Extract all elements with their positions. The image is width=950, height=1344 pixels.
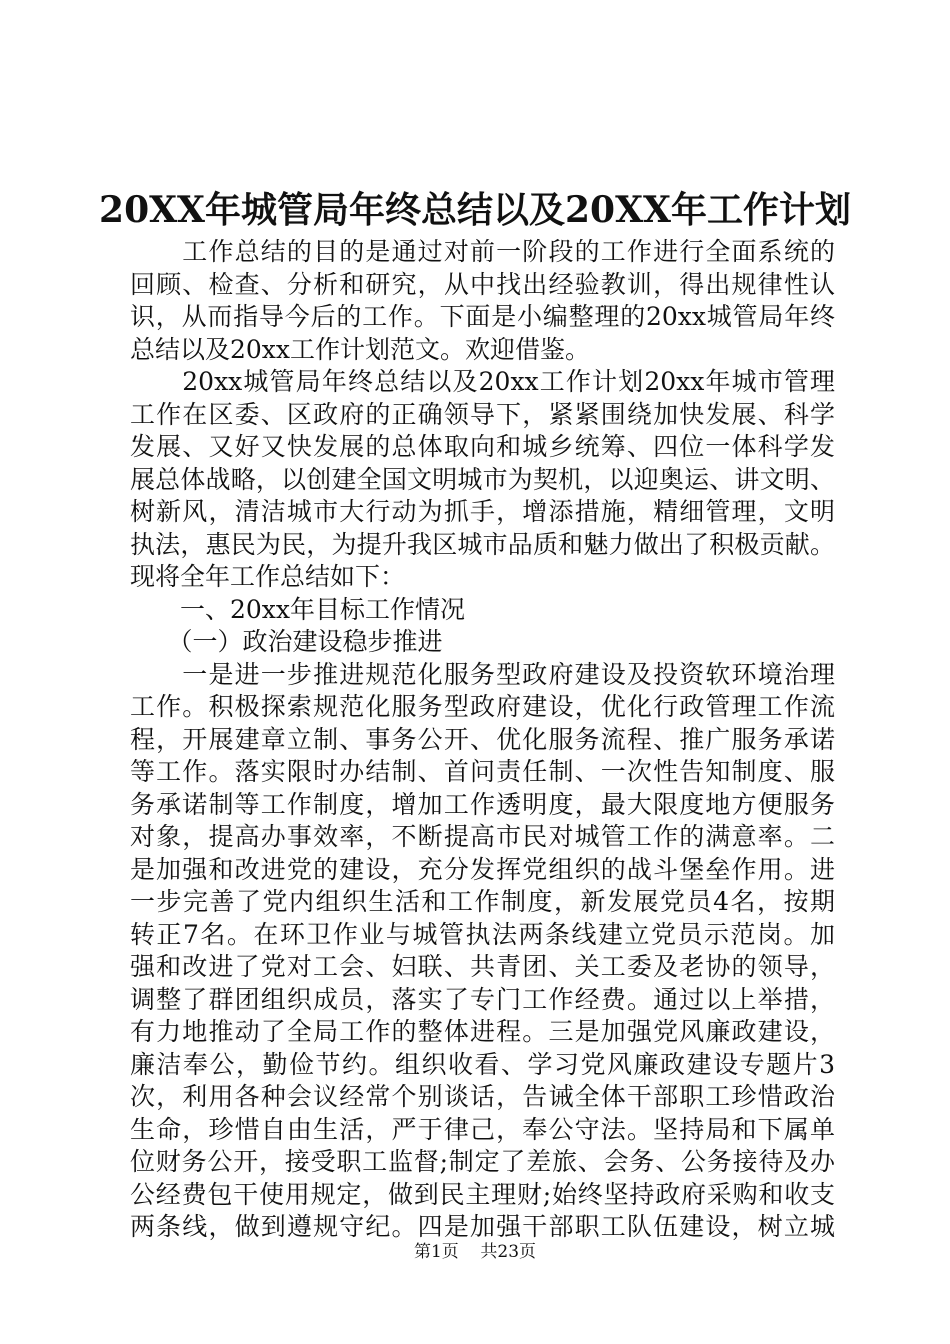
text-line: 20xx城管局年终总结以及20xx工作计划20xx年城市管理 (130, 367, 835, 396)
text-line: 程，开展建章立制、事务公开、优化服务流程、推广服务承诺 (130, 724, 835, 754)
text-line: 展总体战略，以创建全国文明城市为契机，以迎奥运、讲文明、 (130, 464, 835, 494)
text-line: 现将全年工作总结如下： (130, 562, 406, 591)
text-line: 生命，珍惜自由生活，严于律己，奉公守法。坚持局和下属单 (130, 1114, 835, 1144)
page-total: 共23页 (480, 1242, 537, 1262)
text-line: 识，从而指导今后的工作。下面是小编整理的20xx城管局年终 (130, 302, 835, 331)
text-line: 务承诺制等工作制度，增加工作透明度，最大限度地方便服务 (130, 789, 835, 819)
page-footer (0, 1240, 950, 1264)
text-line: 工作在区委、区政府的正确领导下，紧紧围绕加快发展、科学 (130, 399, 835, 429)
text-line: 一是进一步推进规范化服务型政府建设及投资软环境治理 (130, 659, 835, 689)
text-line: 工作总结的目的是通过对前一阶段的工作进行全面系统的 (130, 237, 835, 266)
text-line: 调整了群团组织成员，落实了专门工作经费。通过以上举措， (130, 984, 835, 1014)
text-line: 转正7名。在环卫作业与城管执法两条线建立党员示范岗。加 (130, 919, 835, 949)
text-line: （一）政治建设稳步推进 (130, 627, 443, 656)
text-line: 位财务公开，接受职工监督;制定了差旅、会务、公务接待及办 (130, 1147, 835, 1176)
document-body (130, 236, 835, 1244)
text-line: 回顾、检查、分析和研究，从中找出经验教训，得出规律性认 (130, 269, 835, 299)
text-line: 总结以及20xx工作计划范文。欢迎借鉴。 (130, 334, 591, 364)
text-line: 次，利用各种会议经常个别谈话，告诫全体干部职工珍惜政治 (130, 1082, 835, 1111)
text-line: 两条线，做到遵规守纪。四是加强干部职工队伍建设，树立城 (130, 1212, 835, 1241)
text-line: 一步完善了党内组织生活和工作制度，新发展党员4名，按期 (130, 887, 835, 916)
text-line: 公经费包干使用规定，做到民主理财;始终坚持政府采购和收支 (130, 1179, 835, 1209)
text-line: 廉洁奉公，勤俭节约。组织收看、学习党风廉政建设专题片3 (130, 1049, 835, 1079)
text-line: 是加强和改进党的建设，充分发挥党组织的战斗堡垒作用。进 (130, 854, 835, 884)
document-title: 20XX年城管局年终总结以及20XX年工作计划 (99, 189, 851, 231)
page-number: 第1页 (413, 1242, 459, 1262)
text-line: 对象，提高办事效率，不断提高市民对城管工作的满意率。二 (130, 822, 835, 851)
text-line: 一、20xx年目标工作情况 (130, 594, 466, 624)
text-line: 执法，惠民为民，为提升我区城市品质和魅力做出了积极贡献。 (130, 529, 835, 559)
text-line: 树新风，清洁城市大行动为抓手，增添措施，精细管理，文明 (130, 497, 835, 526)
text-line: 强和改进了党对工会、妇联、共青团、关工委及老协的领导， (130, 952, 835, 981)
text-line: 发展、又好又快发展的总体取向和城乡统筹、四位一体科学发 (130, 432, 835, 461)
text-line: 工作。积极探索规范化服务型政府建设，优化行政管理工作流 (130, 692, 835, 721)
text-line: 等工作。落实限时办结制、首问责任制、一次性告知制度、服 (130, 757, 835, 786)
text-line: 有力地推动了全局工作的整体进程。三是加强党风廉政建设， (130, 1017, 835, 1046)
page-separator (464, 1242, 475, 1262)
